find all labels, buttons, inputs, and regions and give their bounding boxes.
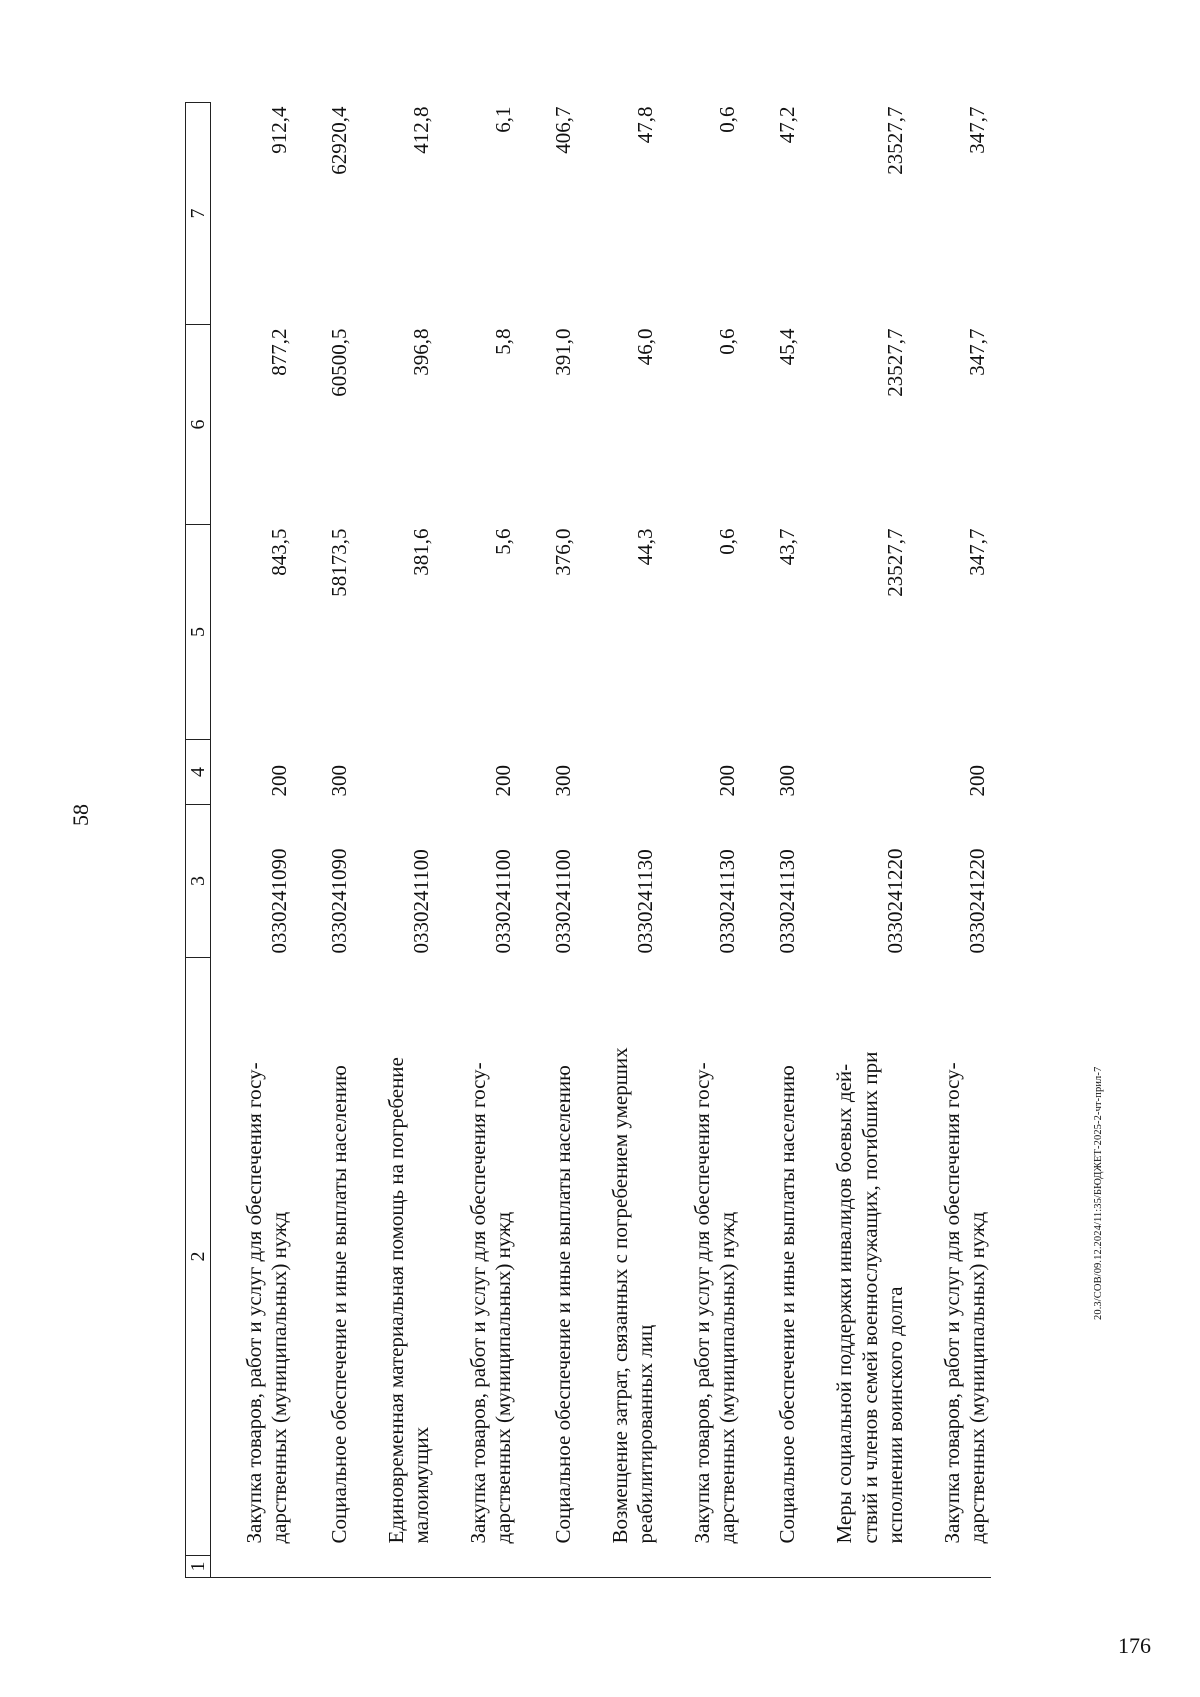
row-number-cell (909, 1556, 991, 1578)
table-body (211, 103, 991, 1578)
item-name-cell (211, 958, 293, 1556)
amount-2027-cell: 412,8 (409, 106, 434, 154)
item-name-line: Социальное обеспечение и иные выплаты населению (327, 1065, 352, 1544)
item-name-line: Социальное обеспечение и иные выплаты населению (775, 1065, 800, 1544)
amount-2025-cell: 5,6 (491, 528, 516, 555)
row-number-cell (801, 1556, 909, 1578)
target-article-cell: 0330241220 (883, 848, 908, 954)
item-name-line: реабилитированных лиц (633, 1324, 658, 1544)
amount-2027-cell: 406,7 (551, 106, 576, 154)
item-name-cell (293, 958, 353, 1556)
item-name-cell (741, 958, 801, 1556)
table-row (577, 103, 659, 1578)
target-article-cell: 0330241130 (715, 849, 740, 954)
amount-2026-cell: 0,6 (715, 328, 740, 355)
table-row (293, 103, 353, 1578)
target-article-cell: 0330241130 (775, 849, 800, 954)
header-col-4: 4 (186, 740, 211, 805)
table-row (517, 103, 577, 1578)
row-number-cell (517, 1556, 577, 1578)
row-number-cell (353, 1556, 435, 1578)
amount-2027-cell: 6,1 (491, 106, 516, 133)
row-number-cell (659, 1556, 741, 1578)
amount-2026-cell: 46,0 (633, 328, 658, 366)
expense-type-cell (801, 740, 909, 805)
amount-2025-cell: 23527,7 (883, 528, 908, 597)
amount-2025-cell: 376,0 (551, 528, 576, 576)
table-row (801, 103, 909, 1578)
expense-type-cell (353, 740, 435, 805)
expense-type-cell: 300 (775, 765, 800, 797)
amount-2025-cell: 381,6 (409, 528, 434, 576)
amount-2027-cell: 912,4 (267, 106, 292, 154)
page-number: 58 (68, 804, 93, 826)
amount-2027-cell: 62920,4 (327, 106, 352, 175)
amount-2026-cell: 391,0 (551, 328, 576, 376)
item-name-line: Возмещение затрат, связанных с погребением умерших (607, 1047, 632, 1544)
expense-type-cell: 200 (715, 765, 740, 797)
row-number-cell (211, 1556, 293, 1578)
item-name-cell (435, 958, 517, 1556)
target-article-cell: 0330241090 (267, 848, 292, 954)
expense-type-cell (577, 740, 659, 805)
target-article-cell: 0330241100 (409, 849, 434, 954)
amount-2026-cell: 45,4 (775, 328, 800, 366)
document-code: 20.3/СОВ/09.12.2024/11:35/БЮДЖЕТ-2025-2-чт-прил-7 (1093, 1066, 1104, 1320)
item-name-line: малоимущих (409, 1426, 434, 1544)
expense-type-cell: 300 (551, 765, 576, 797)
item-name-line: ствий и членов семей военнослужащих, погибших при (857, 1051, 882, 1544)
header-col-7: 7 (186, 103, 211, 325)
target-article-cell: 0330241100 (551, 849, 576, 954)
item-name-cell (353, 958, 435, 1556)
header-col-2: 2 (186, 958, 211, 1556)
table-row (659, 103, 741, 1578)
amount-2027-cell: 347,7 (965, 106, 990, 154)
item-name-line: Закупка товаров, работ и услуг для обеспечения госу- (241, 1062, 266, 1544)
expense-type-cell: 200 (491, 765, 516, 797)
amount-2025-cell: 843,5 (267, 528, 292, 576)
row-number-cell (577, 1556, 659, 1578)
table-row (741, 103, 801, 1578)
header-row (186, 103, 211, 1578)
item-name-cell (801, 958, 909, 1556)
amount-2025-cell: 0,6 (715, 528, 740, 555)
amount-2026-cell: 60500,5 (327, 328, 352, 397)
target-article-cell: 0330241090 (327, 848, 352, 954)
amount-2026-cell: 23527,7 (883, 328, 908, 397)
item-name-cell (517, 958, 577, 1556)
table-header (186, 103, 211, 1578)
item-name-line: Закупка товаров, работ и услуг для обеспечения госу- (465, 1062, 490, 1544)
item-name-line: Социальное обеспечение и иные выплаты населению (551, 1065, 576, 1544)
item-name-cell (909, 958, 991, 1556)
budget-table-wrapper (185, 103, 995, 1578)
row-number-cell (435, 1556, 517, 1578)
target-article-cell: 0330241130 (633, 849, 658, 954)
amount-2027-cell: 23527,7 (883, 106, 908, 175)
table-row (211, 103, 293, 1578)
item-name-line: Единовременная материальная помощь на погребение (383, 1057, 408, 1544)
item-name-line: дарственных (муниципальных) нужд (491, 1211, 516, 1544)
expense-type-cell: 300 (327, 765, 352, 797)
item-name-cell (577, 958, 659, 1556)
header-col-6: 6 (186, 325, 211, 525)
row-number-cell (741, 1556, 801, 1578)
expense-type-cell: 200 (267, 765, 292, 797)
budget-table (185, 102, 991, 1578)
expense-type-cell: 200 (965, 765, 990, 797)
header-col-5: 5 (186, 525, 211, 740)
table-row (909, 103, 991, 1578)
amount-2027-cell: 47,2 (775, 106, 800, 144)
item-name-line: Закупка товаров, работ и услуг для обеспечения госу- (939, 1062, 964, 1544)
target-article-cell: 0330241100 (491, 849, 516, 954)
amount-2027-cell: 47,8 (633, 106, 658, 144)
item-name-line: Закупка товаров, работ и услуг для обеспечения госу- (689, 1062, 714, 1544)
row-number-cell (293, 1556, 353, 1578)
item-name-line: дарственных (муниципальных) нужд (267, 1211, 292, 1544)
amount-2027-cell: 0,6 (715, 106, 740, 133)
table-row (435, 103, 517, 1578)
amount-2026-cell: 877,2 (267, 328, 292, 376)
amount-2026-cell: 396,8 (409, 328, 434, 376)
amount-2025-cell: 58173,5 (327, 528, 352, 597)
amount-2025-cell: 44,3 (633, 528, 658, 566)
item-name-cell (659, 958, 741, 1556)
sheet-number: 176 (1118, 1633, 1151, 1658)
amount-2025-cell: 43,7 (775, 528, 800, 566)
item-name-line: дарственных (муниципальных) нужд (965, 1211, 990, 1544)
item-name-line: Меры социальной поддержки инвалидов боевых дей- (832, 1063, 857, 1544)
header-col-3: 3 (186, 805, 211, 958)
table-row (353, 103, 435, 1578)
item-name-line: дарственных (муниципальных) нужд (715, 1211, 740, 1544)
header-col-1: 1 (186, 1556, 211, 1578)
item-name-line: исполнении воинского долга (883, 1286, 908, 1544)
target-article-cell: 0330241220 (965, 848, 990, 954)
amount-2026-cell: 5,8 (491, 328, 516, 355)
amount-2025-cell: 347,7 (965, 528, 990, 576)
amount-2026-cell: 347,7 (965, 328, 990, 376)
